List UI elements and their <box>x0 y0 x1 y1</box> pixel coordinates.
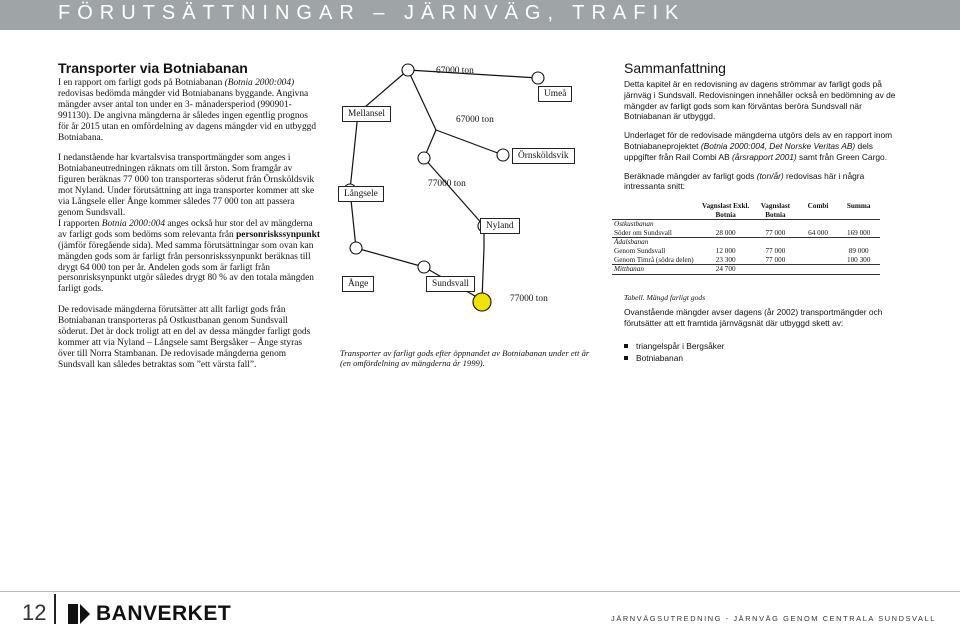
footer-document-title: JÄRNVÄGSUTREDNING - JÄRNVÄG GENOM CENTRALA SUNDSVALL <box>611 614 936 623</box>
line-to-nyland <box>424 158 484 226</box>
page-number: 12 <box>22 600 47 625</box>
left-column <box>58 60 320 381</box>
node-circle-sundsvall-highlight <box>473 293 491 311</box>
left-paragraph-3: I rapporten Botnia 2000:004 anges också hur stor del av mängderna av farligt gods som bedöms som relevanta från personriskssynpunkt (jämför föregående sida). Med samma förutsättningar som ovan kan mängden gods som är farligt från personriskssynpunkt beräknas till drygt 64 000 ton per år. Andelen gods som är farligt från personrisksynpunkt utgör således drygt 80 % av den totala mängden farligt gods. <box>58 218 320 295</box>
bullet-item: triangelspår i Bergsåker <box>624 340 724 352</box>
node-circle-sundsvall-west <box>418 261 430 273</box>
table-header-cell: Vagnslast Exkl. Botnia <box>699 202 752 220</box>
right-paragraph-1: Detta kapitel är en redovisning av dagens strömmar av farligt gods på järnväg i Sundsvall. Redovisningen innehåller också en bedömning av de mängder av farligt gods som kan förväntas beröra Sundsvall när Botniabanan är utbyggd. <box>624 79 896 122</box>
line-nyland-sundsvall <box>482 248 484 300</box>
diagram-caption: Transporter av farligt gods efter öppnandet av Botniabanan under ett år (en omfördelning av mängderna år 1999). <box>340 348 590 368</box>
right-column <box>624 60 896 200</box>
banverket-logo <box>68 602 231 626</box>
table-caption: Tabell. Mängd farligt gods <box>624 293 706 302</box>
ton-label-2: 67000 ton <box>456 115 494 125</box>
table-row: Genom Sundsvall 12 000 77 000 89 000 <box>614 246 869 255</box>
node-circle-north <box>402 64 414 76</box>
line-ange-sundsvall <box>356 248 424 267</box>
right-paragraph-4: Ovanstående mängder avser dagens (år 2002) transportmängder och förutsätter att ett framtida järnvägsnät där utbyggd skett av: <box>624 307 883 328</box>
line-mellansel-langsele <box>350 113 358 190</box>
line-junction-ornskoldsvik <box>436 130 503 155</box>
node-label-umea: Umeå <box>538 86 572 102</box>
ton-label-3: 77000 ton <box>428 179 466 189</box>
node-label-mellansel: Mellansel <box>342 106 391 122</box>
page-header-title: FÖRUTSÄTTNINGAR – JÄRNVÄG, TRAFIK <box>58 2 686 24</box>
table-group-row: Ostkustbanan <box>614 220 654 229</box>
table-row: Genom Timrå (södra delen) 23 300 77 000 100 300 <box>612 256 880 265</box>
section-heading-transporter: Transporter via Botniabanan <box>58 60 248 76</box>
node-circle-mid <box>418 152 430 164</box>
section-heading-sammanfattning: Sammanfattning <box>624 60 726 76</box>
table-header-row <box>612 202 880 220</box>
left-paragraph-4: De redovisade mängderna förutsätter att allt farligt gods från Botniabanan transporteras på Ostkustbanan genom Sundsvall söderut. Det är dock troligt att en del av dessa mängder farligt gods kommer att via Nyland – Långsele samt Bergsåker – Ånge styras över till Norra Stambanan. De redovisade mängderna genom Sundsvall kan således betraktas som ”ett värsta fall”. <box>58 305 311 370</box>
table-group-row: Ådalsbanan <box>614 238 649 247</box>
summary-table <box>612 202 880 275</box>
bullet-item: Botniabanan <box>624 352 724 364</box>
table-header-cell: Summa <box>837 202 880 220</box>
ton-label-4: 77000 ton <box>510 294 548 304</box>
rail-flow-diagram <box>328 58 620 358</box>
banverket-logo-text: BANVERKET <box>96 602 232 625</box>
right-paragraph-2: Underlaget för de redovisade mängderna utgörs dels av en rapport inom Botniabaneprojektet (Botnia 2000:004, Det Norske Veritas AB) dels uppgifter från Rail Combi AB (årsrapport 2001) samt från Green Cargo. <box>624 130 893 162</box>
node-circle-umea <box>532 72 544 84</box>
diagram-network-svg <box>328 58 620 348</box>
right-paragraph-3: Beräknade mängder av farligt gods (ton/år) redovisas här i några intressanta snitt: <box>624 170 865 192</box>
ton-label-1: 67000 ton <box>436 66 474 76</box>
banverket-logo-icon <box>68 604 90 624</box>
left-paragraph-2: I nedanstående har kvartalsvisa transportmängder som anges i Botniabaneutredningen räknats om till årston. Som framgår av figuren beräknas 77 000 ton transporteras söderut från Örnsköldsvik mot Nyland. Under förutsättning att inga transporter kommer att ske via Långsele eller Ånge kommer således 77 000 ton att passera genom Sundsvall. <box>58 153 315 218</box>
left-paragraph-1: I en rapport om farligt gods på Botniabanan (Botnia 2000:004) redovisas bedömda mängder vid Botniabanans byggande. Angivna mängder avser antal ton under en 3- månadersperiod (990901-991130). De angivna mängderna är således ingen egentlig prognos för år 2015 utan en omfördelning av dagens mängder vid en utbyggd Botniabana. <box>58 78 317 143</box>
page-number-divider <box>54 594 56 624</box>
node-label-ange: Ånge <box>342 276 374 292</box>
node-label-langsele: Långsele <box>338 186 384 202</box>
footer-rule <box>0 591 960 592</box>
line-north-junction <box>408 70 436 130</box>
node-label-nyland: Nyland <box>480 218 520 234</box>
node-circle-ornskoldsvik <box>497 149 509 161</box>
table-row: Söder om Sundsvall 28 000 77 000 64 000 169 000 <box>612 229 880 238</box>
table-header-cell: Combi <box>799 202 838 220</box>
table-header-cell: Vagnslast Botnia <box>752 202 799 220</box>
table-row: Mittbanan 24 700 <box>612 265 880 275</box>
node-label-ornskoldsvik: Örnsköldsvik <box>512 148 575 164</box>
bullet-list <box>624 340 724 364</box>
node-label-sundsvall: Sundsvall <box>426 276 475 292</box>
node-circle-ange <box>350 242 362 254</box>
